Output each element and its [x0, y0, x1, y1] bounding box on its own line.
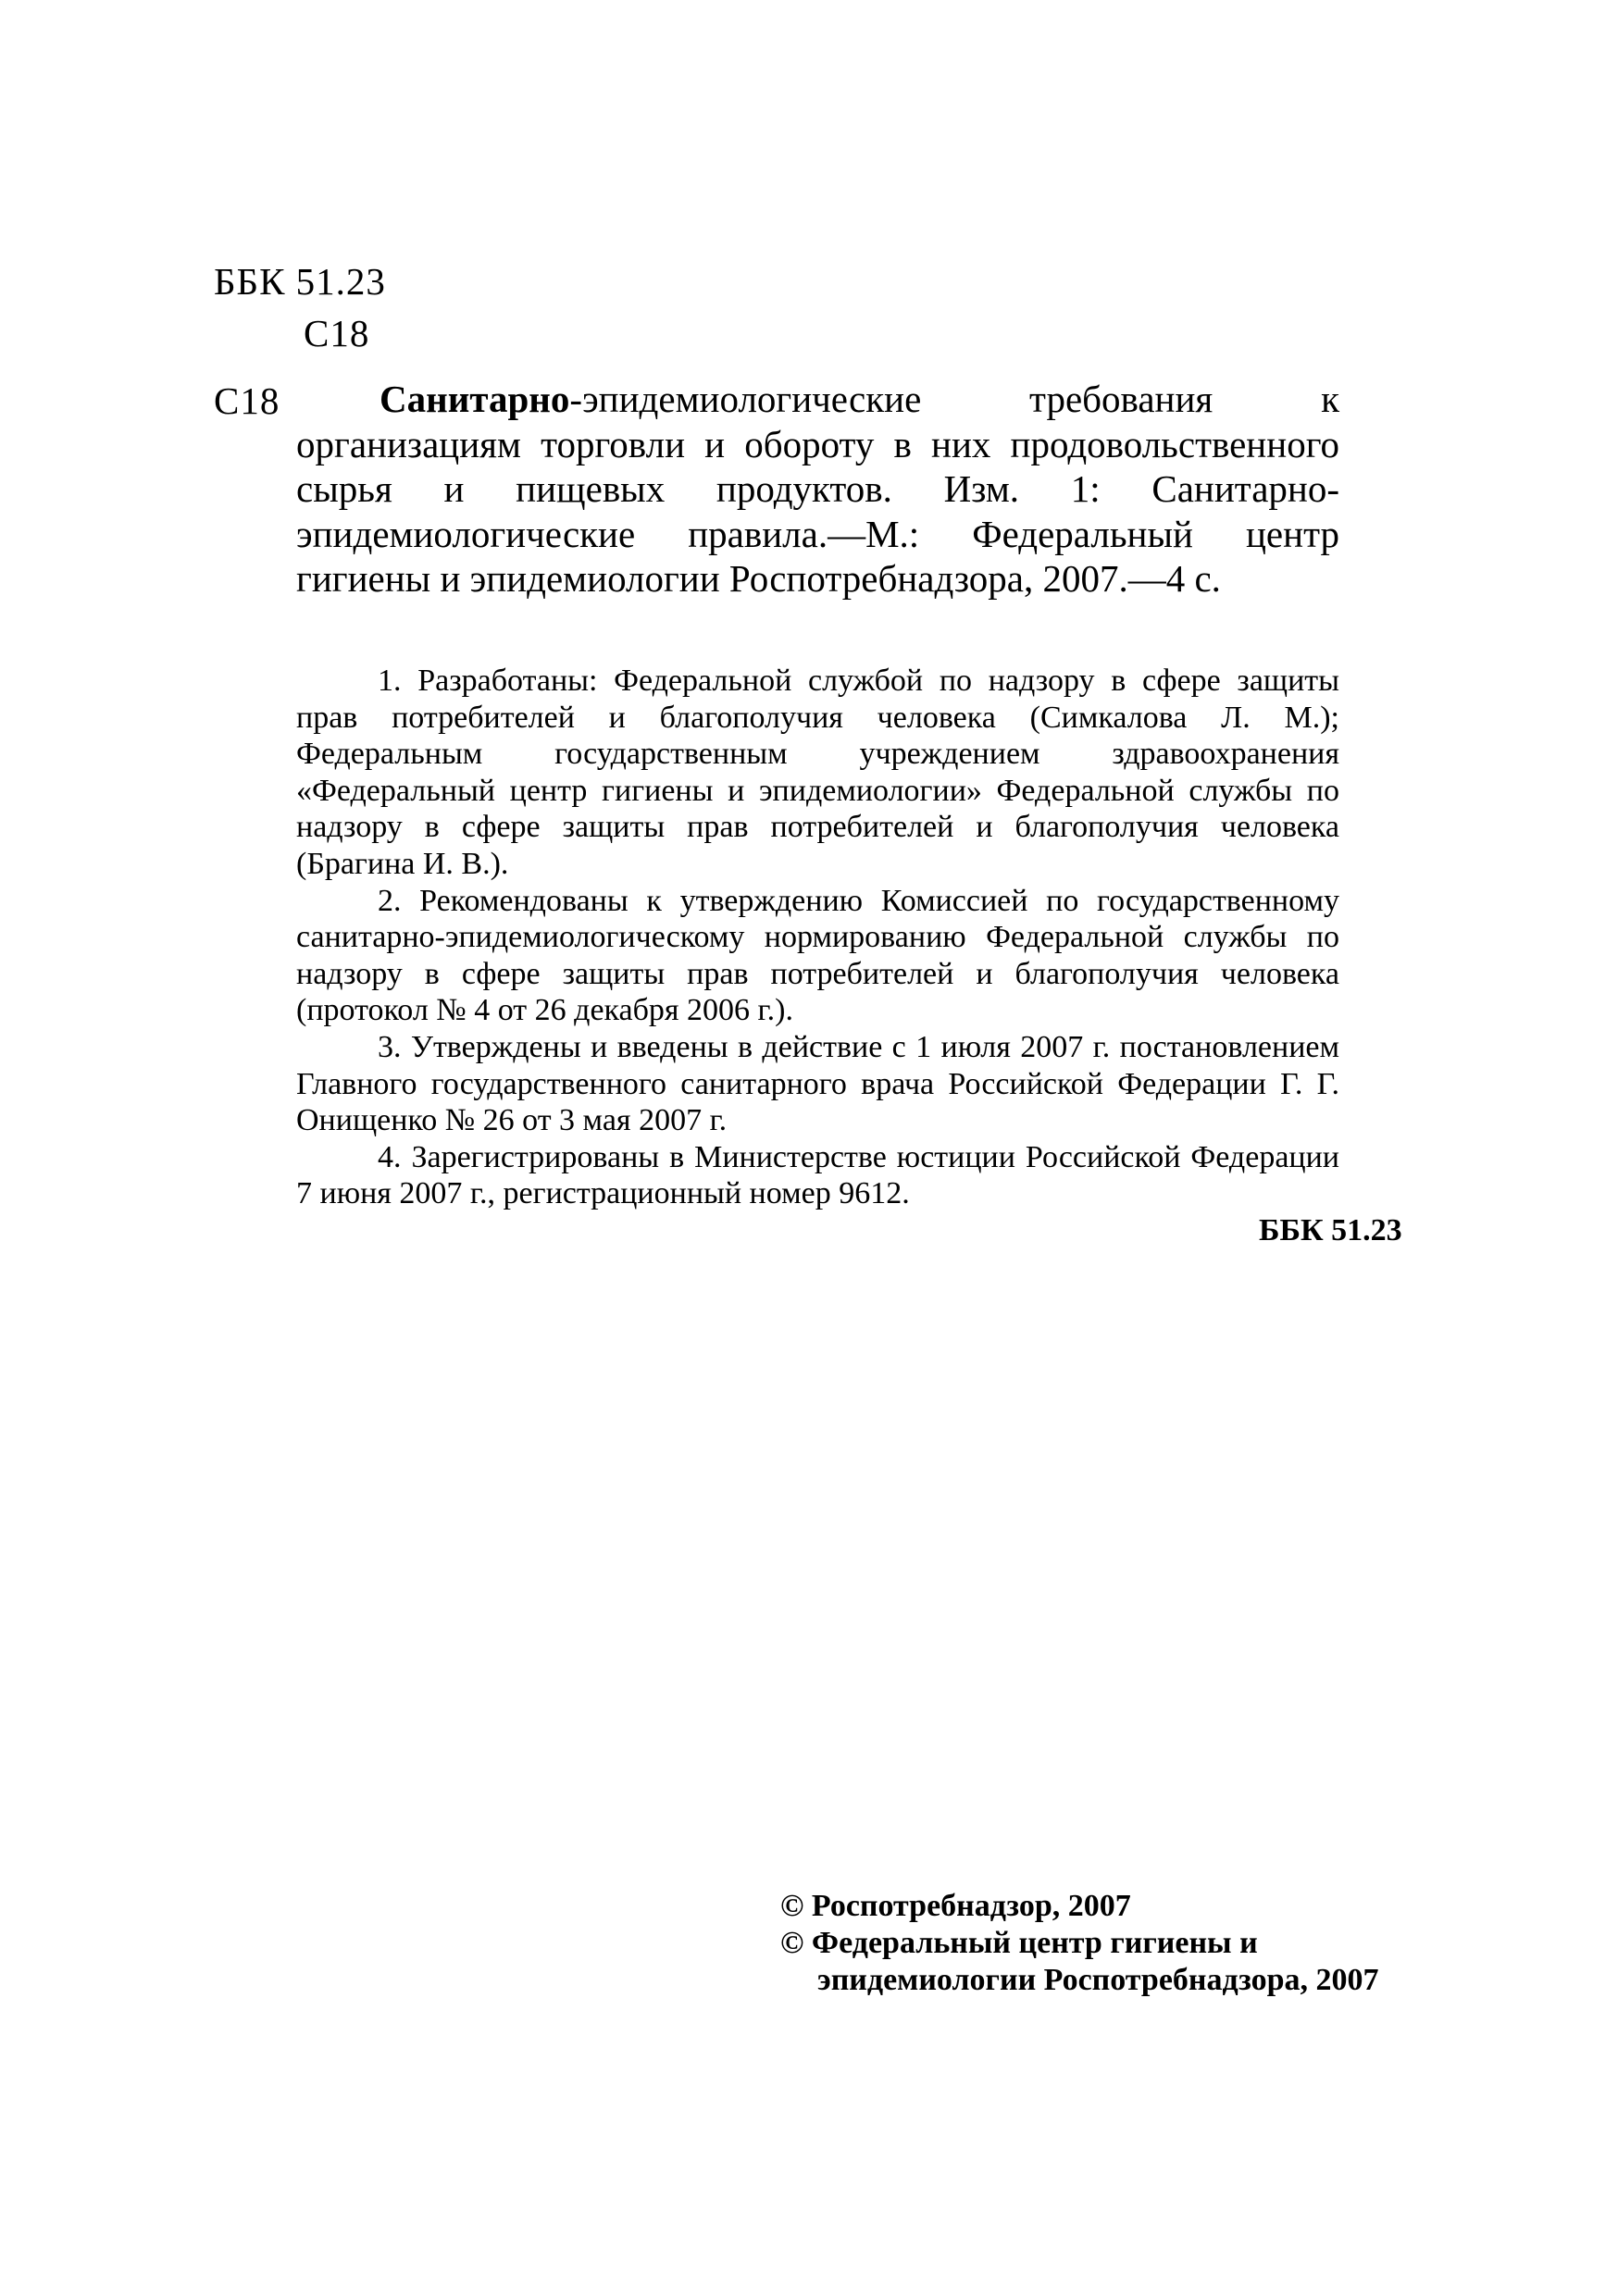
note-item: 1. Разработаны: Федеральной службой по надзору в сфере защиты прав потребителей и благополучия человека (Симкалова Л. М.); Федеральным государственным учреждением здравоохранения «Федеральный центр гигиены и эпидемиологии» Федеральной службы по надзору в сфере защиты прав потребителей и благополучия человека (Брагина И. В.). [296, 664, 1339, 881]
author-mark: С18 [304, 312, 370, 354]
note-item: 3. Утверждены и введены в действие с 1 июля 2007 г. постановлением Главного государственного санитарного врача Российской Федерации Г. Г. Онищенко № 26 от 3 мая 2007 г. [296, 1029, 1339, 1138]
notes-list [296, 663, 1339, 1212]
note-item: 2. Рекомендованы к утверждению Комиссией по государственному санитарно-эпидемиологическому нормированию Федеральной службы по надзору в сфере защиты прав потребителей и благополучия человека (протокол № 4 от 26 декабря 2006 г.). [296, 883, 1339, 1028]
note-item: 4. Зарегистрированы в Министерстве юстиции Российской Федерации 7 июня 2007 г., регистрационный номер 9612. [296, 1139, 1339, 1211]
left-author-mark: С18 [214, 379, 280, 422]
copyright-line: эпидемиологии Роспотребнадзора, 2007 [817, 1963, 1379, 1997]
copyright-line: © Роспотребнадзор, 2007 [780, 1889, 1131, 1923]
bbk-code-right: ББК 51.23 [1259, 1213, 1402, 1247]
annotation-text: -эпидемиологические требования к организациям торговли и обороту в них продовольственного сырья и пищевых продуктов. Изм. 1: Санитарно-эпидемиологические правила.—М.: Федеральный центр гигиены и эпидемиологии Роспотребнадзора, 2007.—4 с. [296, 378, 1339, 601]
annotation-lead: Санитарно [380, 378, 570, 420]
annotation [296, 377, 1339, 602]
copyright-line: © Федеральный центр гигиены и [780, 1926, 1258, 1960]
bbk-code: ББК 51.23 [214, 260, 386, 303]
copyright-block [780, 1888, 1379, 1999]
